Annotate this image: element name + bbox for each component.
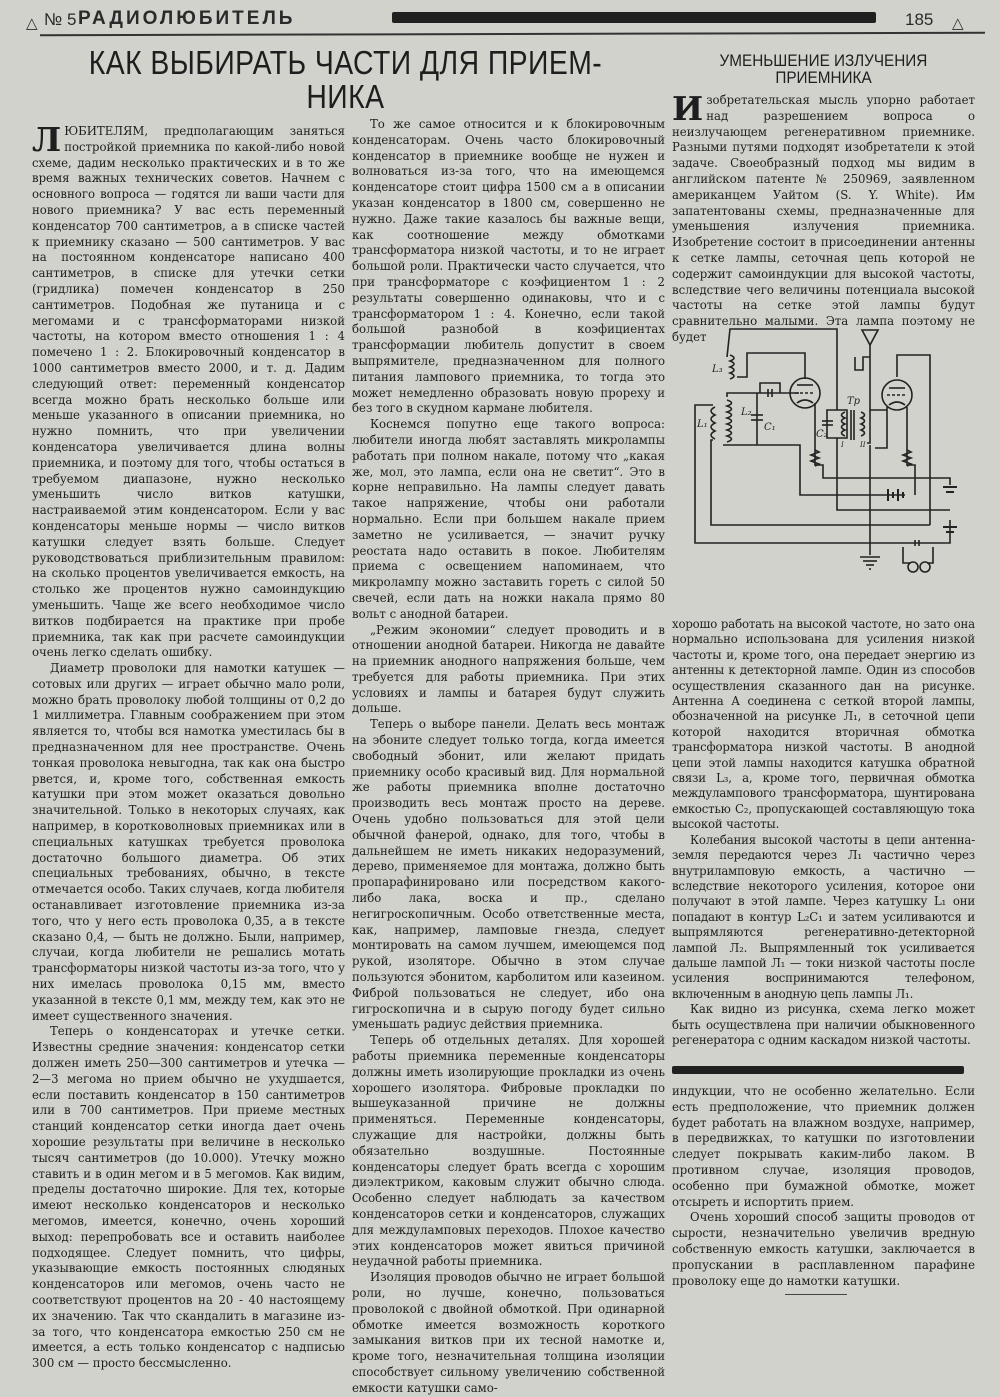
section-divider (672, 1066, 964, 1074)
ornament-left: △ (26, 15, 38, 32)
antenna-icon (862, 330, 878, 345)
sidebar-article-title (672, 52, 975, 86)
paragraph-text: зобретательская мысль упорно работает над разрешением вопроса о неизлучающем регенеративном приемнике. Разными путями подходят изобретатели к этой задаче. Своеобразный подход мы видим в английском патенте № 250969, заявленном американцем Уайтом (S. Y. White). Им запатентованы схемы, предназначенные для уменьшения излучения приемника. Изобретение состоит в присоединении антенны к сетке лампы, сеточная цепь которой не содержит самоиндукции для высокой частоты, вследствие чего величины потенциала высокой частоты на сетке этой лампы будут сравнительно малыми. Эта лампа поэтому не будет (672, 93, 975, 344)
paragraph: индукции, что не особенно желательно. Если есть предположение, что приемник должен будет работать на влажном воздухе, например, в передвижках, то катушки по изготовлении следует покрывать каким-либо лаком. В противном случае, изоляция проводов, особенно при бумажной обмотке, может отсыреть и испортить прием. (672, 1084, 975, 1209)
paragraph (32, 120, 345, 661)
column-3-top (672, 89, 975, 346)
article-title-line1: КАК ВЫБИРАТЬ ЧАСТИ ДЛЯ ПРИЕМ- (88, 44, 602, 81)
label-winding-2: II (860, 441, 866, 449)
column-2 (352, 117, 665, 1397)
end-rule (785, 1294, 847, 1295)
header-rule (40, 32, 985, 36)
paragraph: То же самое относится и к блокировочным конденсаторам. Очень часто блокировочный конденсатор в приемнике вообще не нужен и волноваться из-за того, что на имеющемся конденсаторе стоит цифра 1500 см а в описании указан конденсатор в 1800 см, совершенно не нужно. Даже такие казалось бы важные вещи, как соотношение между обмотками трансформатора низкой частоты, и то не играет большой роли. Практически часто случается, что при трансформаторе с коэфициентом 1 : 2 результаты совершенно одинаковы, что и с трансформатором 1 : 4. Конечно, если такой большой разнобой в коэфициентах трансформации любитель допустит в своем выпрямителе, предназначенном для полного питания лампового приемника, то тогда это может немедленно образовать новую прореху и без того в скудном кармане любителя. (352, 117, 665, 416)
coil-l1 (711, 407, 715, 439)
paragraph-text: ЮБИТЕЛЯМ, предполагающим заняться постройкой приемника по какой-либо новой схеме, дадим несколько практических и в то же время важных технических советов. Начнем с основного вопроса — годятся ли ваши части для нового приемника? У вас есть переменный конденсатор 700 сантиметров, а в списке частей к приемнику сказано — 500 сантиметров. У вас на постоянном конденсаторе написано 400 сантиметров, в списке для утечки сетки (гридлика) помечен конденсатор в 250 сантиметров. Подобная же путаница и с мегомами и с трансформаторами низкой частоты, на котором вместо отношения 1 : 4 помечено 1 : 2. Блокировочный конденсатор в 1000 сантиметров вместо 2000, и т. д. Дадим следующий ответ: переменный конденсатор всегда можно брать несколько больше или меньше указанного в описании приемника, но нужно помнить, что при увеличении конденсатора увеличивается длина волны приемника, и поэтому для того, чтобы остаться в требуемом диапазоне, нужно несколько уменьшить число витков катушки, настраиваемой этим конденсатором. Если у вас конденсаторы меньше нормы — число витков катушки следует взять больше. Следует руководствоваться приблизительным правилом: на сколько процентов увеличивается емкость, на столько же процентов нужно самоиндукцию уменьшить. Чаще же всего необходимое число витков подбирается на практике при пробе приемника, так как при расчете самоиндукции очень легко сделать ошибку. (32, 124, 345, 660)
label-c2: C₂ (816, 429, 828, 440)
paragraph: Очень хороший способ защиты проводов от сырости, незначительно увеличив вредную собственную емкость катушки, заключается в пропускании в расплавленном парафине проволоку еще до намотки катушки. (672, 1210, 975, 1288)
paragraph: Как видно из рисунка, схема легко может быть осуществлена при наличии обыкновенного регенератора с одним каскадом низкой частоты. (672, 1002, 975, 1047)
page-number: 185 (905, 10, 934, 29)
paragraph: „Режим экономии“ следует проводить и в отношении анодной батареи. Никогда не давайте на приемник анодного напряжения больше, чем требуется для работы приемника. При этих условиях и лампы и батарея будут служить дольше. (352, 622, 665, 716)
issue-number: № 5 (44, 10, 77, 29)
paragraph: Теперь о выборе панели. Делать весь монтаж на эбоните следует только тогда, когда имеется свободный эбонит, или желают придать приемнику особо красивый вид. Для нормальной же работы приемника вполне достаточно производить весь монтаж просто на дереве. Очень удобно пользоваться для этой цели обычной фанерой, однако, для того, чтобы в дальнейшем не иметь никаких недоразумений, дерево, применяемое для монтажа, должно быть пропарафинировано или посредством какого-либо лака, воска и пр., сделано негигроскопичным. Особо ответственные места, как, например, ламповые гнезда, следует монтировать на самом лучшем, имеющемся под рукой, изоляторе. Обычно в этом случае пользуются эбонитом, карболитом или казеином. Фиброй пользоваться не следует, ибо она гигроскопична и в сырую погоду будет сильно уменьшать радиус действия приемника. (352, 717, 665, 1032)
label-transformer: Tp (847, 396, 861, 407)
paragraph (672, 89, 975, 346)
rheostats (811, 450, 911, 466)
label-l1: L₁ (697, 419, 708, 430)
vacuum-tube-2 (882, 380, 912, 410)
article-title-line2: НИКА (305, 78, 385, 115)
headphones-icon (903, 540, 933, 572)
ornament-right: △ (952, 15, 964, 32)
circuit-diagram (675, 315, 975, 615)
label-winding-1: I (841, 441, 844, 449)
article-title (30, 46, 660, 114)
drop-cap: И (672, 89, 704, 128)
column-3-middle (672, 617, 975, 1048)
column-1 (32, 120, 345, 1372)
paragraph: хорошо работать на высокой частоте, но зато она нормально использована для усиления низкой частоты и, кроме того, она передает энергию из антенны к детекторной лампе. Один из способов осуществления сказанного дан на рисунке. Антенна A соединена с сеткой второй лампы, обозначенной на рисунке Л₁, в сеточной цепи которой находится вторичная обмотка трансформатора низкой частоты. В анодной цепи этой лампы находится катушка обратной связи L₃, а, кроме того, первичная обмотка междулампового трансформатора, шунтирована емкостью C₂, пропускающей составляющую тока высокой частоты. (672, 617, 975, 832)
paragraph: Теперь об отдельных деталях. Для хорошей работы приемника переменные конденсаторы должны иметь изолирующие прокладки из очень хорошего изолятора. Фибровые прокладки по вышеуказанной причине не должны применяться. Переменные конденсаторы, служащие для настройки, должны быть обязательно воздушные. Постоянные конденсаторы следует брать всегда с хорошим диэлектриком, каковым служит обычно слюда. Особенно следует наблюдать за качеством конденсаторов сетки и конденсаторов, служащих для междуламповых переходов. Плохое качество этих конденсаторов может явиться причиной неудачной работы приемника. (352, 1033, 665, 1269)
paragraph: Колебания высокой частоты в цепи антенна-земля передаются через Л₁ частично через внутриламповую емкость, а частично — вследствие некоторого усиления, которое они получают в этой лампе. Через катушку L₁ они попадают в контур L₂C₁ и затем усиливаются и выпрямляются регенеративно-детекторной лампой Л₂. Выпрямленный ток усиливается дальше лампой Л₁ — токи низкой частоты после усиления воспринимаются телефоном, включенным в анодную цепь лампы Л₁. (672, 832, 975, 1001)
sidebar-title-line1: УМЕНЬШЕНИЕ ИЗЛУЧЕНИЯ (719, 51, 928, 70)
coil-l3 (730, 355, 734, 379)
paragraph: Коснемся попутно еще такого вопроса: любители иногда любят заставлять микролампы работать при полном накале, потому что „какая же, мол, это лампа, если она не светит“. Это в корне неправильно. На лампы следует давать такое напряжение, чтобы они работали нормально. Если при большем накале прием заметно не усиливается, — значит ручку реостата надо оставить в покое. Любителям приема с освещением напоминаем, что микролампу можно заставить гореть с силой 50 свечей, если дать на ножки накала прямо 80 вольт с анодной батареи. (352, 417, 665, 621)
magazine-name: РАДИОЛЮБИТЕЛЬ (78, 8, 296, 29)
drop-cap: Л (32, 120, 62, 159)
sidebar-title-line2: ПРИЕМНИКА (775, 68, 872, 87)
header-bar (392, 12, 876, 23)
column-3-bottom (672, 1084, 975, 1289)
label-l2: L₂ (741, 407, 752, 418)
paragraph: Теперь о конденсаторах и утечке сетки. Известны средние значения: конденсатор сетки должен иметь 250—300 сантиметров и утечка — 2—3 мегома но прием обычно не ухудшается, если поставить конденсатор в 150 сантиметров или в 700 сантиметров. При приеме местных станций конденсатор сетки иногда дает очень хорошие результаты при величине в несколько тысяч сантиметров (до 10.000). Утечку можно ставить и в один мегом и в 5 мегомов. Как видим, пределы достаточно широкие. Для тех, которые имеют несколько конденсаторов и несколько мегомов, имеется, конечно, очень хороший выход: перепробовать все и оставить наиболее подходящее. Следует помнить, что цифры, указывающие емкость постоянных слюдяных конденсаторов или мегомов, очень часто не соответствуют процентов на 20 - 40 настоящему их значению. Так что скандалить в магазине из-за того, что конденсатора емкостью 250 см не имеется, а есть только конденсатор с надписью 300 см — просто бессмысленно. (32, 1024, 345, 1371)
paragraph: Диаметр проволоки для намотки катушек — сотовых или других — играет обычно мало роли, можно брать проволоку любой толщины от 0,2 до 1 миллиметра. Главным соображением при этом является то, чтобы вся намотка уместилась бы в предназначенном для нее пространстве. Очень тонкая проволока невыгодна, так как она быстро рвется, и, кроме того, собственная емкость катушки при этом может оказаться довольно значительной. Только в некоторых случаях, как например, в коротковолновых приемниках или в специальных катушках требуется проволока достаточно большого диаметра. Об этих специальных требованиях, обычно, в тексте отмечается особо. Таких случаев, когда любителя останавливает изготовление приемника из-за того, что у него есть проволока 0,35, а в тексте сказано 0,4, — быть не должно. Были, например, случаи, когда любители не решались мотать трансформаторы низкой частоты из-за того, что у них имелась проволока 0,15 мм, вместо указанной в тексте 0,1 мм, между тем, как это не имеет существенного значения. (32, 661, 345, 1023)
label-c1: C₁ (764, 422, 776, 433)
transformer (842, 410, 865, 440)
paragraph: Изоляция проводов обычно не играет большой роли, но лучше, конечно, пользоваться проволокой с двойной обмоткой. При одинарной обмотке имеется возможность короткого замыкания витков при их тесной намотке и, кроме того, незначительная толщина изоляции способствует сильному увеличению собственной емкости катушки само- (352, 1270, 665, 1395)
coil-l2 (727, 400, 732, 442)
ground-icon (860, 557, 880, 569)
label-l3: L₃ (712, 364, 723, 375)
